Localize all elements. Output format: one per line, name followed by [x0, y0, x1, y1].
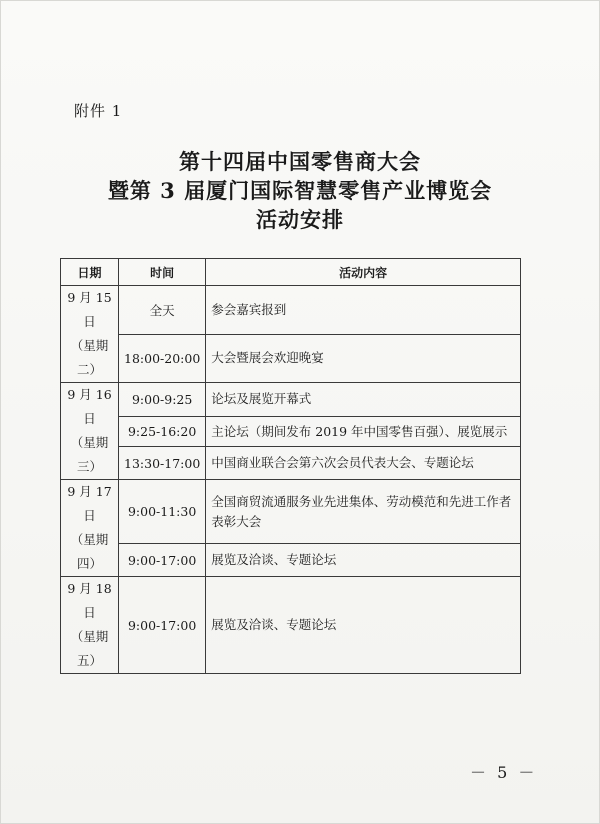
activity-cell: 全国商贸流通服务业先进集体、劳动模范和先进工作者表彰大会 [206, 480, 521, 544]
weekday-text: （星期三） [70, 435, 109, 474]
activity-cell: 参会嘉宾报到 [206, 286, 521, 335]
date-text: 9 月 15 日 [67, 290, 112, 329]
schedule-table [60, 258, 521, 674]
date-text: 9 月 16 日 [67, 387, 112, 426]
time-cell: 9:00-11:30 [119, 480, 206, 544]
table-row [61, 286, 521, 335]
attachment-label: 附件 1 [74, 102, 123, 120]
time-cell: 13:30-17:00 [119, 447, 206, 480]
document-title-line-2: 暨第 3 届厦门国际智慧零售产业博览会 [107, 178, 493, 203]
time-cell: 9:00-17:00 [119, 544, 206, 577]
table-row [61, 577, 521, 674]
table-row [61, 416, 521, 446]
header-time: 时间 [119, 259, 206, 286]
activity-cell: 展览及洽谈、专题论坛 [206, 577, 521, 674]
activity-cell: 大会暨展会欢迎晚宴 [206, 334, 521, 383]
time-cell: 9:00-9:25 [119, 383, 206, 417]
activity-cell: 展览及洽谈、专题论坛 [206, 544, 521, 577]
document-title-line-1: 第十四届中国零售商大会 [179, 149, 421, 174]
date-cell [61, 383, 119, 480]
header-activity: 活动内容 [206, 259, 521, 286]
document-title-line-3: 活动安排 [256, 207, 344, 232]
table-row [61, 544, 521, 577]
date-text: 9 月 17 日 [67, 484, 112, 523]
activity-cell: 主论坛（期间发布 2019 年中国零售百强）、展览展示 [206, 416, 521, 446]
table-row [61, 480, 521, 544]
table-row [61, 334, 521, 383]
date-cell [61, 577, 119, 674]
weekday-text: （星期五） [70, 629, 109, 668]
activity-cell: 论坛及展览开幕式 [206, 383, 521, 417]
header-date: 日期 [61, 259, 119, 286]
table-row [61, 383, 521, 417]
weekday-text: （星期四） [70, 532, 109, 571]
table-row [61, 447, 521, 480]
date-cell [61, 480, 119, 577]
time-cell: 9:25-16:20 [119, 416, 206, 446]
time-cell: 全天 [119, 286, 206, 335]
date-text: 9 月 18 日 [67, 581, 112, 620]
weekday-text: （星期二） [70, 338, 109, 377]
time-cell: 9:00-17:00 [119, 577, 206, 674]
time-cell: 18:00-20:00 [119, 334, 206, 383]
activity-cell: 中国商业联合会第六次会员代表大会、专题论坛 [206, 447, 521, 480]
page-number: － 5 － [470, 763, 538, 782]
date-cell [61, 286, 119, 383]
table-header-row [61, 259, 521, 286]
